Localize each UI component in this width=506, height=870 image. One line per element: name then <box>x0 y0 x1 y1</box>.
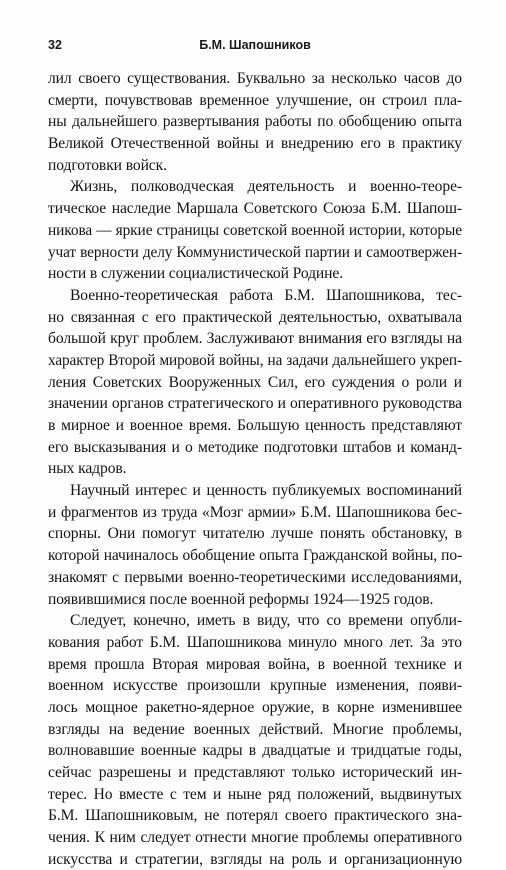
text-line: ны дальнейшего развертывания работы по обобщению опыта <box>48 113 462 131</box>
text-line: терес. Но вместе с тем и ныне ряд положений, выдвинутых <box>48 785 462 803</box>
text-line: но связанная с его практической деятельностью, охватывала <box>48 308 462 326</box>
text-line: Жизнь, полководческая деятельность и военно-теоре- <box>70 178 462 196</box>
body-text <box>48 68 462 870</box>
text-line: его высказывания и о методике подготовки штабов и команд- <box>48 438 462 456</box>
text-line: лил своего существования. Буквально за несколько часов до <box>48 70 462 87</box>
text-line: которой начиналось обобщение опыта Гражданской войны, по- <box>48 547 462 565</box>
text-line: Военно-теоретическая работа Б.М. Шапошникова, тес- <box>70 286 462 304</box>
text-line: лось мощное ракетно-ядерное оружие, в корне изменившее <box>48 698 462 716</box>
text-line: появившимися после военной реформы 1924—1925 годов. <box>48 590 434 608</box>
text-line: никова — яркие страницы советской военной истории, которые <box>48 221 462 239</box>
text-line: военном искусстве произошли крупные изменения, появи- <box>48 677 462 695</box>
text-line: ных кадров. <box>48 460 127 478</box>
text-line: сейчас разрешены и представляют только исторический ин- <box>48 764 462 781</box>
text-line: большой круг проблем. Заслуживают внимания его взгляды на <box>48 330 462 348</box>
text-line: чения. К ним следует отнести многие проблемы оперативного <box>48 829 462 847</box>
text-line: Следует, конечно, иметь в виду, что со времени опубли- <box>70 612 462 630</box>
text-line: искусства и стратегии, взгляды на роль и организационную <box>48 850 462 868</box>
text-line: кования работ Б.М. Шапошникова минуло много лет. За это <box>48 633 462 651</box>
running-head <box>48 38 462 56</box>
text-line: взгляды на ведение военных действий. Многие проблемы, <box>48 720 462 738</box>
text-line: ности в служении социалистической Родине. <box>48 265 344 283</box>
text-line: волновавшие военные кадры в двадцатые и тридцатые годы, <box>48 742 462 760</box>
page-number: 32 <box>48 38 62 52</box>
text-line: тическое наследие Маршала Советского Союза Б.М. Шапош- <box>48 200 462 218</box>
text-line: знакомят с первыми военно-теоретическими исследованиями, <box>48 568 462 586</box>
text-line: Научный интерес и ценность публикуемых воспоминаний <box>70 482 462 500</box>
text-line: Великой Отечественной войны и внедрению его в практику <box>48 135 462 153</box>
text-line: учат верности делу Коммунистической партии и самоотвержен- <box>48 243 462 261</box>
text-line: время прошла Вторая мировая война, в военной технике и <box>48 655 462 673</box>
text-line: подготовки войск. <box>48 156 167 174</box>
text-line: Б.М. Шапошниковым, не потерял своего практического зна- <box>48 807 462 825</box>
text-line: ления Советских Вооруженных Сил, его суждения о роли и <box>48 373 462 391</box>
text-line: спорны. Они помогут читателю лучше понять обстановку, в <box>48 525 462 543</box>
text-line: значении органов стратегического и оперативного руководства <box>48 395 462 413</box>
text-line: характер Второй мировой войны, на задачи дальнейшего укреп- <box>48 351 462 369</box>
running-title: Б.М. Шапошников <box>199 38 311 52</box>
text-line: смерти, почувствовав временное улучшение, он строил пла- <box>48 91 462 109</box>
text-line: в мирное и военное время. Большую ценность представляют <box>48 417 462 434</box>
text-line: и фрагментов из труда «Мозг армии» Б.М. Шапошникова бес- <box>48 503 462 521</box>
